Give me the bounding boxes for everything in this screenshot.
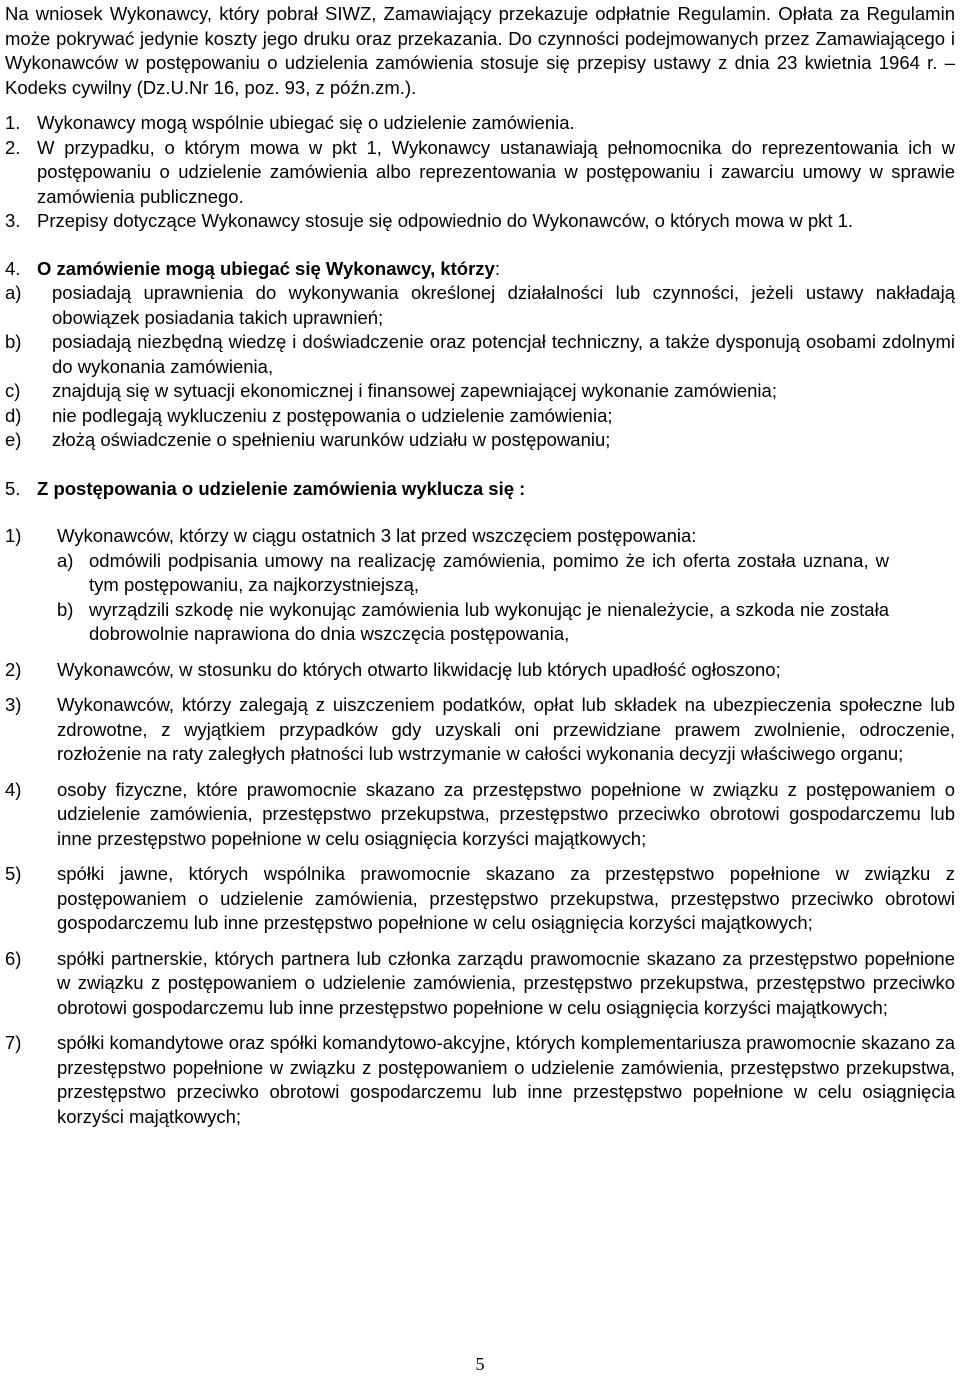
item-text: spółki partnerskie, których partnera lub członka zarządu prawomocnie skazano za przestępstwo popełnione w związku z postępowaniem o udzielenie zamówienia, przestępstwo przekupstwa, przestępstwo przeciwko obrotowi gospodarczemu lub inne przestępstwo popełnione w celu osiągnięcia korzyści majątkowych;	[57, 947, 955, 1018]
point-2	[5, 136, 955, 210]
exclusion-item-4	[5, 778, 955, 852]
point-text: Wykonawcy mogą wspólnie ubiegać się o udzielenie zamówienia.	[37, 112, 575, 133]
sub-item-text: wyrządzili szkodę nie wykonując zamówienia lub wykonując je nienależycie, a szkoda nie została dobrowolnie naprawiona do dnia wszczęcia postępowania,	[89, 598, 889, 644]
item-label: 5)	[5, 863, 22, 884]
item-label: b)	[5, 331, 22, 352]
exclusion-item-7	[5, 1031, 955, 1129]
heading-colon: :	[494, 257, 500, 279]
document-page	[5, 0, 955, 1129]
point-text: W przypadku, o którym mowa w pkt 1, Wykonawcy ustanawiają pełnomocnika do reprezentowania ich w postępowaniu o udzielenie zamówienia albo reprezentowania w postępowaniu i zawarciu umowy w sprawie zamówienia publicznego.	[37, 136, 955, 207]
exclusion-item-5	[5, 862, 955, 936]
point-number: 1.	[5, 112, 21, 133]
page-number: 5	[475, 1354, 485, 1374]
exclusion-item-6	[5, 947, 955, 1021]
section-4-heading	[5, 257, 955, 282]
item-text: posiadają niezbędną wiedzę i doświadczenie oraz potencjał techniczny, a także dysponują osobami zdolnymi do wykonania zamówienia,	[52, 331, 955, 377]
list-item	[5, 330, 955, 379]
section-4-list	[5, 281, 955, 453]
item-label: a)	[5, 282, 22, 303]
point-number: 3.	[5, 210, 21, 231]
list-item	[5, 379, 955, 404]
item-text: osoby fizyczne, które prawomocnie skazano za przestępstwo popełnione w związku z postępowaniem o udzielenie zamówienia, przestępstwo przekupstwa, przestępstwo przeciwko obrotowi gospodarczemu lub inne przestępstwo popełnione w celu osiągnięcia korzyści majątkowych;	[57, 778, 955, 849]
sub-item-text: odmówili podpisania umowy na realizację zamówienia, pomimo że ich oferta została uznana, w tym postępowaniu, za najkorzystniejszą,	[89, 549, 889, 595]
section-number: 5.	[5, 477, 21, 499]
sub-item	[57, 598, 955, 647]
item-text: posiadają uprawnienia do wykonywania określonej działalności lub czynności, jeżeli ustawy nakładają obowiązek posiadania takich uprawnień;	[52, 282, 955, 328]
item-label: 1)	[5, 525, 22, 546]
item-text: spółki jawne, których wspólnika prawomocnie skazano za przestępstwo popełnione w związku z postępowaniem o udzielenie zamówienia, przestępstwo przekupstwa, przestępstwo przeciwko obrotowi gospodarczemu lub inne przestępstwo popełnione w celu osiągnięcia korzyści majątkowych;	[57, 863, 955, 933]
sub-item-label: b)	[57, 598, 74, 620]
item-label: 6)	[5, 947, 22, 969]
exclusion-item-3	[5, 693, 955, 767]
list-item	[5, 428, 955, 453]
item-label: e)	[5, 429, 22, 450]
exclusion-item-1	[5, 524, 955, 549]
item-text: Wykonawców, którzy w ciągu ostatnich 3 lat przed wszczęciem postępowania:	[57, 525, 697, 546]
item-label: 7)	[5, 1032, 22, 1053]
item-text: Wykonawców, którzy zalegają z uiszczeniem podatków, opłat lub składek na ubezpieczenia społeczne lub zdrowotne, z wyjątkiem przypadków gdy uzyskali oni przewidziane prawem zwolnienie, odroczenie, rozłożenie na raty zaległych płatności lub wstrzymanie w całości wykonania decyzji właściwego organu;	[57, 694, 955, 764]
item-label: 2)	[5, 658, 22, 680]
intro-paragraph: Na wniosek Wykonawcy, który pobrał SIWZ, Zamawiający przekazuje odpłatnie Regulamin. Opłata za Regulamin może pokrywać jedynie koszty jego druku oraz przekazania. Do czynności podejmowanych przez Zamawiającego i Wykonawców w postępowaniu o udzielenia zamówienia stosuje się przepisy ustawy z dnia 23 kwietnia 1964 r. – Kodeks cywilny (Dz.U.Nr 16, poz. 93, z późn.zm.).	[5, 3, 955, 98]
item-label: 4)	[5, 778, 22, 800]
item-text: złożą oświadczenie o spełnieniu warunków udziału w postępowaniu;	[52, 429, 611, 450]
item-text: spółki komandytowe oraz spółki komandytowo-akcyjne, których komplementariusza prawomocnie skazano za przestępstwo popełnione w związku z postępowaniem o udzielenie zamówienia, przestępstwo przekupstwa, przestępstwo przeciwko obrotowi gospodarczemu lub inne przestępstwo popełnione w celu osiągnięcia korzyści majątkowych;	[57, 1032, 955, 1127]
list-item	[5, 281, 955, 330]
item-label: 3)	[5, 694, 22, 715]
item-text: znajdują się w sytuacji ekonomicznej i finansowej zapewniającej wykonanie zamówienia;	[52, 380, 777, 401]
section-number: 4.	[5, 257, 21, 279]
point-number: 2.	[5, 136, 21, 158]
exclusion-subitems	[57, 549, 955, 647]
sub-item-label: a)	[57, 549, 74, 571]
item-label: d)	[5, 404, 22, 426]
list-item	[5, 404, 955, 429]
point-1	[5, 111, 955, 136]
sub-item	[57, 549, 955, 598]
point-3	[5, 209, 955, 234]
section-5-heading	[5, 477, 955, 502]
item-text: nie podlegają wykluczeniu z postępowania o udzielenie zamówienia;	[52, 404, 613, 426]
item-label: c)	[5, 380, 21, 401]
point-text: Przepisy dotyczące Wykonawcy stosuje się odpowiednio do Wykonawców, o których mowa w pkt 1.	[37, 210, 854, 231]
section-heading: Z postępowania o udzielenie zamówienia wyklucza się :	[37, 477, 526, 499]
section-heading: O zamówienie mogą ubiegać się Wykonawcy, którzy	[37, 257, 495, 279]
exclusion-item-2	[5, 658, 955, 683]
item-text: Wykonawców, w stosunku do których otwarto likwidację lub których upadłość ogłoszono;	[57, 658, 781, 680]
